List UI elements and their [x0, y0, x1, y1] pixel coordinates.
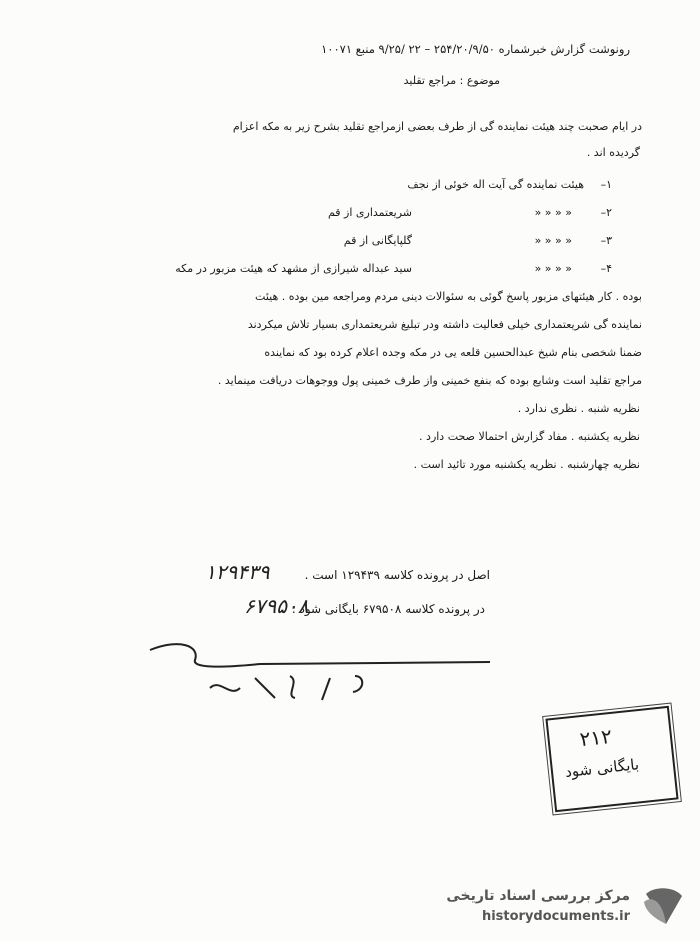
- stamp-label: بایگانی شود: [564, 755, 640, 781]
- list-number: ۱–: [600, 178, 612, 191]
- body-line: ضمنا شخصی بنام شیخ عبدالحسین قلعه یی در مکه وجده اعلام کرده بود که نماینده: [264, 346, 642, 359]
- intro-line-1: در ایام صحبت چند هیئت نماینده گی از طرف بعضی ازمراجع تقلید بشرح زیر به مکه اعزام: [232, 120, 642, 133]
- list-text: سید عبداله شیرازی از مشهد که هیئت مزبور در مکه: [175, 262, 412, 275]
- body-line: مراجع تقلید است وشایع بوده که بنفع خمینی واز طرف خمینی پول ووجوهات دریافت مینماید .: [217, 374, 642, 387]
- intro-line-2: گردیده اند .: [586, 146, 640, 159]
- handwritten-number: ۶۷۹۵۰۸: [244, 594, 309, 618]
- list-text: شریعتمداری از قم: [327, 206, 412, 219]
- logo-icon: [640, 884, 686, 930]
- list-item: [52, 262, 612, 282]
- signature: [140, 628, 500, 708]
- list-number: ۴–: [600, 262, 612, 275]
- handwritten-number: ۱۲۹۴۳۹: [205, 560, 270, 584]
- body-line: بوده . کار هیئتهای مزبور پاسخ گوئی به سئوالات دینی مردم ومراجعه مین بوده . هیئت: [255, 290, 642, 303]
- logo: [410, 882, 690, 934]
- opinion-line: نظریه شنبه . نظری ندارد .: [517, 402, 640, 415]
- footer-line-2: در پرونده کلاسه ۶۷۹۵۰۸ بایگانی شود .: [291, 602, 485, 616]
- body-line: نماینده گی شریعتمداری خیلی فعالیت داشته ودر تبلیغ شریعتمداری بسیار تلاش میکردند: [247, 318, 642, 331]
- document-header: رونوشت گزارش خبرشماره ۲۵۴/۲۰/۹/۵۰ – ۲۲ /۹/۲۵ منبع ۱۰۰۷۱: [321, 42, 630, 56]
- ditto-marks: « « « «: [534, 206, 572, 219]
- list-item: [52, 234, 612, 254]
- opinion-line: نظریه چهارشنبه . نظریه یکشنبه مورد تائید است .: [413, 458, 640, 471]
- list-text: هیئت نماینده گی آیت اله خوئی از نجف: [407, 178, 584, 191]
- stamp-number: ۲۱۲: [578, 723, 614, 752]
- list-item: [52, 178, 612, 198]
- list-item: [52, 206, 612, 226]
- document-subject: موضوع : مراجع تقلید: [403, 74, 500, 87]
- list-text: گلپایگانی از قم: [343, 234, 412, 247]
- archive-stamp: [545, 706, 678, 812]
- opinion-line: نظریه یکشنبه . مفاد گزارش احتمالا صحت دارد .: [419, 430, 640, 443]
- ditto-marks: « « « «: [534, 262, 572, 275]
- ditto-marks: « « « «: [534, 234, 572, 247]
- footer-line-1: اصل در پرونده کلاسه ۱۲۹۴۳۹ است .: [304, 568, 490, 582]
- logo-url: historydocuments.ir: [481, 909, 630, 924]
- list-number: ۲–: [600, 206, 612, 219]
- logo-title: مرکز بررسی اسناد تاریخی: [446, 888, 630, 904]
- list-number: ۳–: [600, 234, 612, 247]
